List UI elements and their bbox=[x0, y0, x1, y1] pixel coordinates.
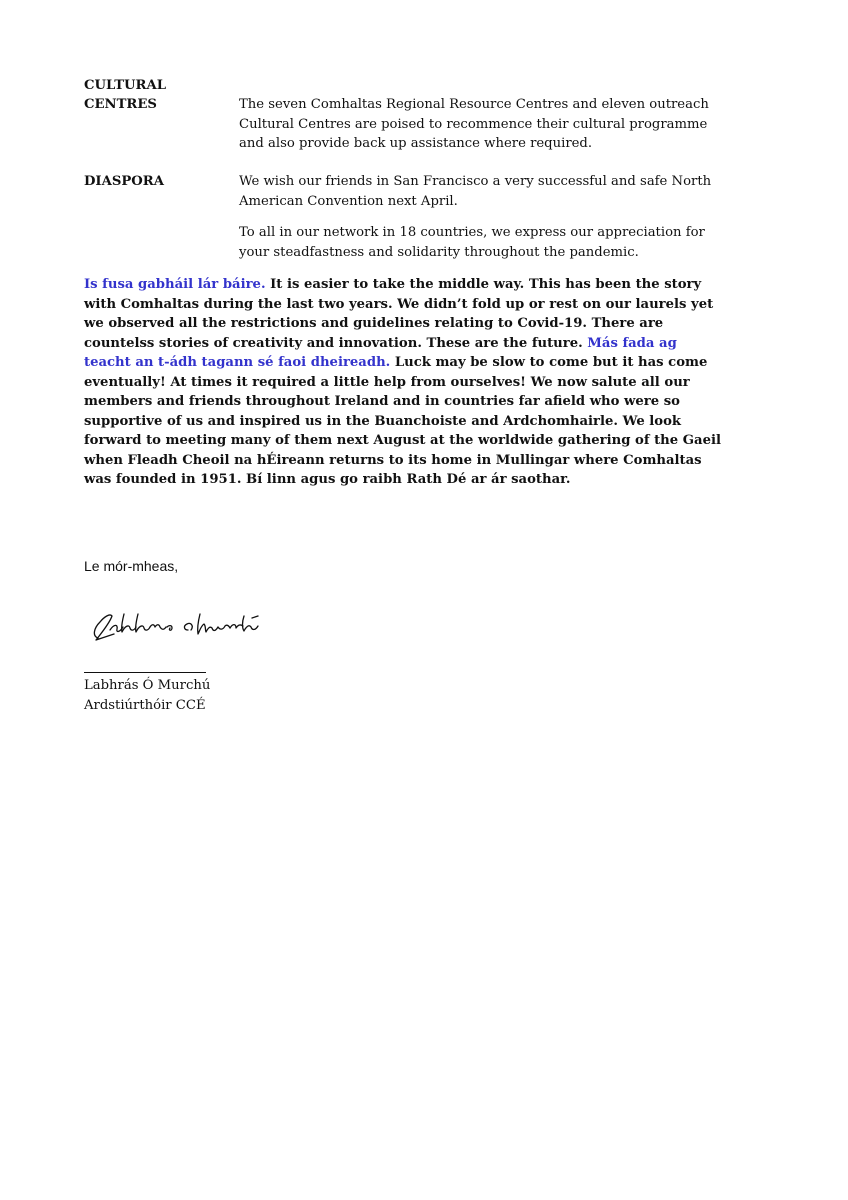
signature-line bbox=[84, 672, 206, 673]
section-body bbox=[239, 172, 724, 274]
signoff: Le mór-mheas, bbox=[84, 558, 179, 574]
signatory-name: Labhrás Ó Murchú bbox=[84, 678, 211, 693]
section-cultural-centres bbox=[84, 76, 764, 156]
closing-paragraph bbox=[84, 275, 724, 490]
section-heading bbox=[84, 76, 224, 114]
signature-image bbox=[88, 600, 278, 648]
paragraph: We wish our friends in San Francisco a very successful and safe North American Convention next April. bbox=[239, 174, 712, 209]
closing-text: It is easier to take the middle way. This has been the story with Comhaltas during the last two years. We didn’t fold up or rest on our laurels yet we observed all the restrictions and guidelines relating to Covid-19. There are countelss stories of creativity and innovation. These are the future. bbox=[84, 277, 714, 351]
heading-line-1: CULTURAL bbox=[84, 78, 166, 93]
paragraph: To all in our network in 18 countries, we express our appreciation for your steadfastness and solidarity throughout the pandemic. bbox=[239, 225, 705, 260]
heading-line-2: CENTRES bbox=[84, 97, 157, 112]
section-diaspora bbox=[84, 172, 764, 267]
irish-phrase: Is fusa gabháil lár báire. bbox=[84, 277, 266, 292]
signatory-block bbox=[84, 676, 210, 715]
section-body bbox=[239, 95, 724, 166]
paragraph: The seven Comhaltas Regional Resource Centres and eleven outreach Cultural Centres are poised to recommence their cultural programme and also provide back up assistance where required. bbox=[239, 97, 709, 151]
closing-text: Luck may be slow to come but it has come eventually! At times it required a little help from ourselves! We now salute all our members and friends throughout Ireland and in countries far afield who were so supportive of us and inspired us in the Buanchoiste and Ardchomhairle. We look forward to meeting many of them next August at the worldwide gathering of the Gaeil when Fleadh Cheoil na hÉireann returns to its home in Mullingar where Comhaltas was founded in 1951. Bí linn agus go raibh Rath Dé ar ár saothar. bbox=[84, 355, 721, 487]
irish-phrase: Más fada ag teacht an t-ádh tagann sé faoi dheireadh. bbox=[84, 335, 677, 370]
section-heading: DIASPORA bbox=[84, 174, 164, 189]
signatory-title: Ardstiúrthóir CCÉ bbox=[84, 697, 206, 713]
